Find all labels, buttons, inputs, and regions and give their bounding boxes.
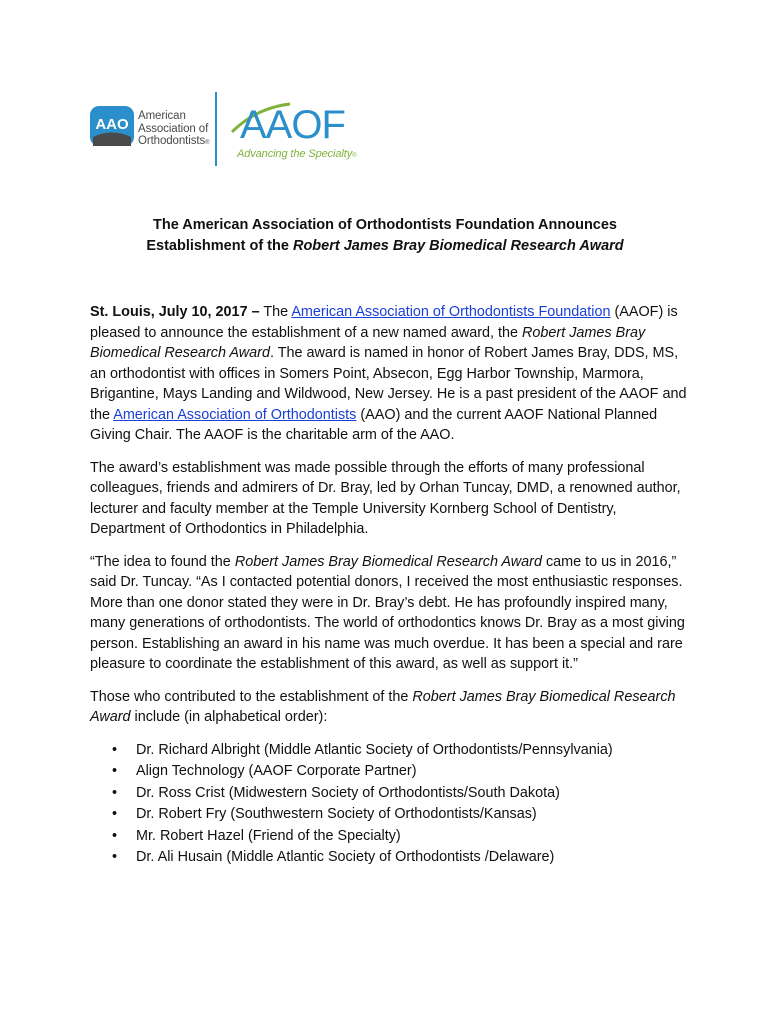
- list-item: • Dr. Robert Fry (Southwestern Society of Orthodontists/Kansas): [90, 804, 690, 826]
- paragraph-quote: “The idea to found the Robert James Bray Biomedical Research Award came to us in 2016,” said Dr. Tuncay. “As I contacted potential donors, I received the most enthusiastic responses. More than one donor stated they were in Dr. Bray’s debt. He has profoundly inspired many, many generations of orthodontists. The world of orthodontics knows Dr. Bray as a most giving person. Establishing an award in his name was much overdue. It has been a special and rare pleasure to coordinate the establishment of this award, as well as support it.”: [90, 553, 685, 672]
- bullet-icon: •: [112, 827, 118, 844]
- aao-logo-mark: [90, 106, 134, 146]
- aaof-logo: [226, 98, 351, 146]
- dateline: St. Louis, July 10, 2017 –: [90, 304, 260, 320]
- contributors-list: [90, 740, 690, 869]
- award-name: Robert James Bray Biomedical Research Award: [90, 324, 646, 361]
- award-name: Robert James Bray Biomedical Research Award: [234, 553, 542, 570]
- article-body: [90, 302, 690, 869]
- aao-name-line: Orthodontists: [138, 135, 206, 147]
- bullet-icon: •: [112, 784, 118, 801]
- list-item: • Align Technology (AAOF Corporate Partner): [90, 761, 690, 783]
- aao-name-line: American: [138, 110, 186, 122]
- paragraph-establishment: The award’s establishment was made possible through the efforts of many professional colleagues, friends and admirers of Dr. Bray, led by Orhan Tuncay, DMD, a renowned author, lecturer and faculty member at the Temple University Kornberg School of Dentistry, Department of Orthodontics in Philadelphia.: [90, 459, 681, 537]
- page-title: [90, 215, 680, 257]
- title-line-1: The American Association of Orthodontists Foundation Announces: [152, 217, 617, 233]
- aao-name-line: Association of: [138, 122, 209, 135]
- award-name: Robert James Bray Biomedical Research Award: [90, 688, 676, 725]
- aao-wordmark: [138, 110, 209, 150]
- list-item: • Dr. Ross Crist (Midwestern Society of Orthodontists/South Dakota): [90, 783, 690, 805]
- bullet-icon: •: [112, 806, 118, 822]
- bullet-icon: •: [112, 763, 118, 779]
- award-name: Robert James Bray Biomedical Research Award: [292, 238, 624, 254]
- list-item: • Dr. Richard Albright (Middle Atlantic Society of Orthodontists/Pennsylvania): [90, 740, 690, 762]
- list-item: • Dr. Ali Husain (Middle Atlantic Society of Orthodontists /Delaware): [90, 847, 690, 869]
- logo-divider: [215, 92, 217, 166]
- bullet-icon: •: [112, 849, 118, 865]
- title-line-2: Establishment of the Robert James Bray Biomedical Research Award: [146, 238, 624, 254]
- bullet-icon: •: [112, 741, 118, 758]
- aao-link[interactable]: American Association of Orthodontists: [113, 406, 357, 423]
- aaof-wordmark: AAOF: [240, 103, 345, 146]
- registered-mark: ®: [205, 140, 210, 146]
- aaof-link[interactable]: American Association of Orthodontists Foundation: [291, 304, 611, 320]
- aao-initials: AAO: [95, 116, 129, 133]
- aaof-tagline: Advancing the Specialty®: [237, 148, 357, 160]
- paragraph-intro: St. Louis, July 10, 2017 – The American Association of Orthodontists Foundation (AAOF) is pleased to announce the establishment of a new named award, the Robert James Bray Biomedical Research Award. The award is named in honor of Robert James Bray, DDS, MS, an orthodontist with offices in Somers Point, Absecon, Egg Harbor Township, Marmora, Brigantine, Mays Landing and Wildwood, New Jersey. He is a past president of the AAOF and the American Association of Orthodontists (AAO) and the current AAOF National Planned Giving Chair. The AAOF is the charitable arm of the AAO.: [90, 304, 687, 443]
- paragraph-contributors-intro: Those who contributed to the establishment of the Robert James Bray Biomedical Research Award include (in alphabetical order):: [90, 688, 676, 725]
- list-item: • Mr. Robert Hazel (Friend of the Specialty): [90, 826, 690, 848]
- header-logos: [90, 92, 360, 170]
